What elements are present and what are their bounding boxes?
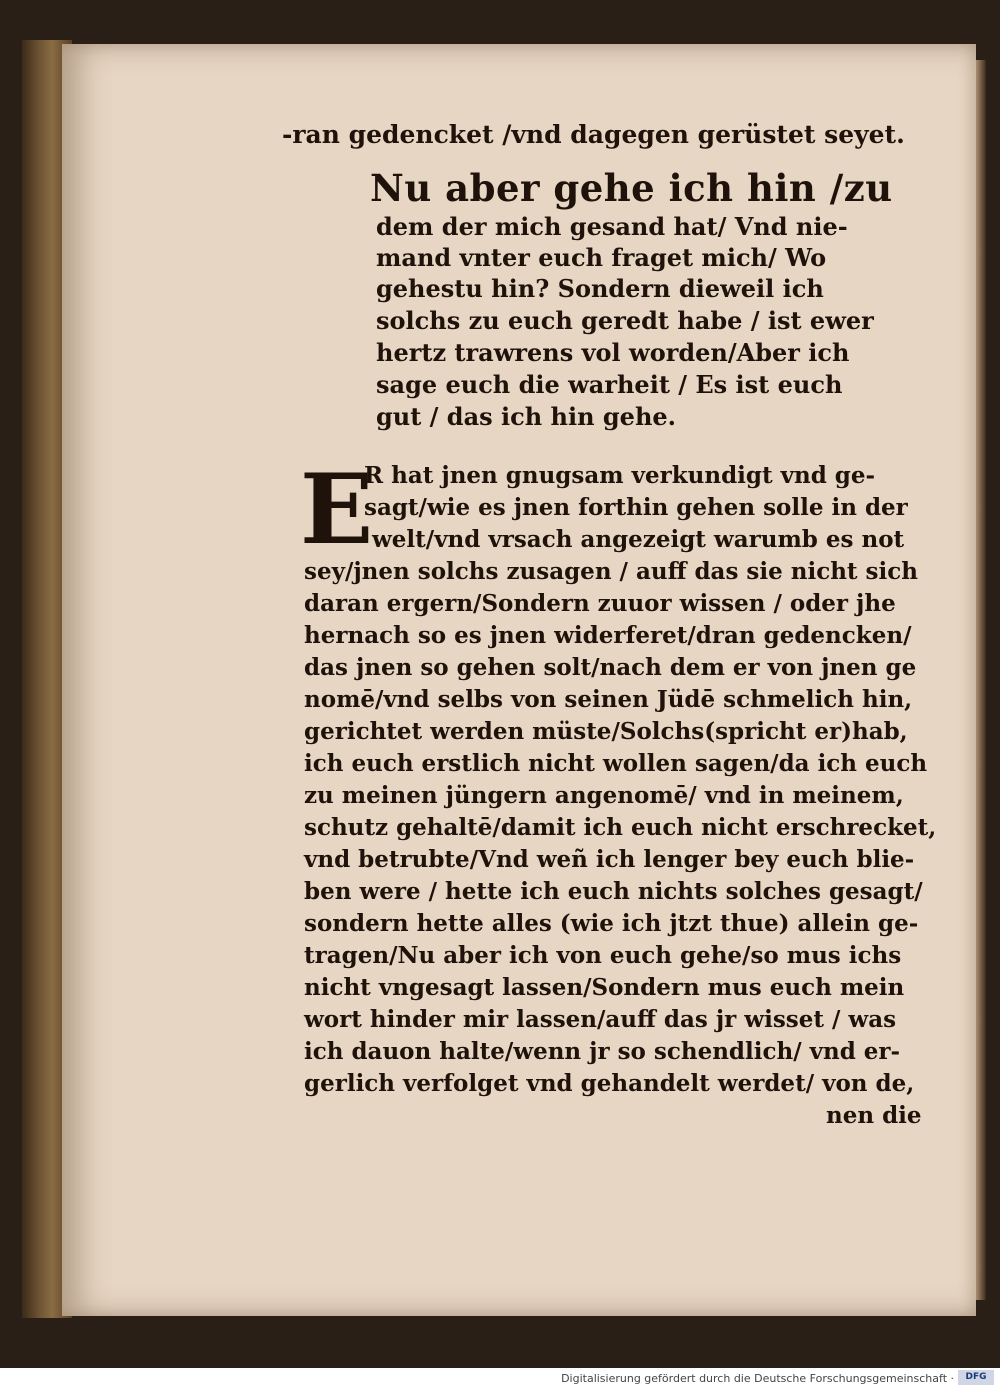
- body-line: wort hinder mir lassen/auff das jr wisset / was: [304, 1006, 897, 1033]
- body-line: gerlich verfolget vnd gehandelt werdet/ von de,: [304, 1070, 915, 1097]
- body-line: ich euch erstlich nicht wollen sagen/da ich euch: [304, 750, 928, 777]
- body-line: welt/vnd vrsach angezeigt warumb es not: [372, 526, 905, 553]
- catchword-line: -ran gedencket /vnd dagegen gerüstet seyet.: [282, 120, 905, 149]
- heading-line: solchs zu euch geredt habe / ist ewer: [376, 306, 874, 335]
- body-line: vnd betrubte/Vnd weñ ich lenger bey euch blie-: [304, 846, 915, 873]
- body-line: sagt/wie es jnen forthin gehen solle in der: [364, 494, 908, 521]
- page-catchword: nen die: [826, 1102, 922, 1129]
- body-line: sey/jnen solchs zusagen / auff das sie nicht sich: [304, 558, 918, 585]
- body-line: ben were / hette ich euch nichts solches gesagt/: [304, 878, 923, 905]
- body-line: nicht vngesagt lassen/Sondern mus euch mein: [304, 974, 905, 1001]
- heading-line: mand vnter euch fraget mich/ Wo: [376, 243, 827, 272]
- body-line: sondern hette alles (wie ich jtzt thue) allein ge-: [304, 910, 919, 937]
- body-line: schutz gehaltē/damit ich euch nicht erschrecket,: [304, 814, 937, 841]
- heading-line: hertz trawrens vol worden/Aber ich: [376, 338, 850, 367]
- body-line: gerichtet werden müste/Solchs(spricht er)hab,: [304, 718, 908, 745]
- body-line: hernach so es jnen widerferet/dran gedencken/: [304, 622, 912, 649]
- body-line: das jnen so gehen solt/nach dem er von jnen ge: [304, 654, 917, 681]
- footer-credit: Digitalisierung gefördert durch die Deutsche Forschungsgemeinschaft ·: [561, 1372, 954, 1385]
- body-line: daran ergern/Sondern zuuor wissen / oder jhe: [304, 590, 896, 617]
- heading-line: dem der mich gesand hat/ Vnd nie-: [376, 212, 848, 241]
- body-line: nomē/vnd selbs von seinen Jüdē schmelich hin,: [304, 686, 913, 713]
- heading-line: Nu aber gehe ich hin /zu: [370, 166, 893, 210]
- body-line: ich dauon halte/wenn jr so schendlich/ vnd er-: [304, 1038, 901, 1065]
- heading-line: gehestu hin? Sondern dieweil ich: [376, 274, 824, 303]
- dfg-logo: DFG: [958, 1370, 994, 1385]
- body-line: zu meinen jüngern angenomē/ vnd in meinem,: [304, 782, 904, 809]
- drop-cap: E: [300, 453, 374, 566]
- body-line: R hat jnen gnugsam verkundigt vnd ge-: [364, 462, 876, 489]
- heading-line: sage euch die warheit / Es ist euch: [376, 370, 843, 399]
- body-line: tragen/Nu aber ich von euch gehe/so mus ichs: [304, 942, 902, 969]
- heading-line: gut / das ich hin gehe.: [376, 402, 677, 431]
